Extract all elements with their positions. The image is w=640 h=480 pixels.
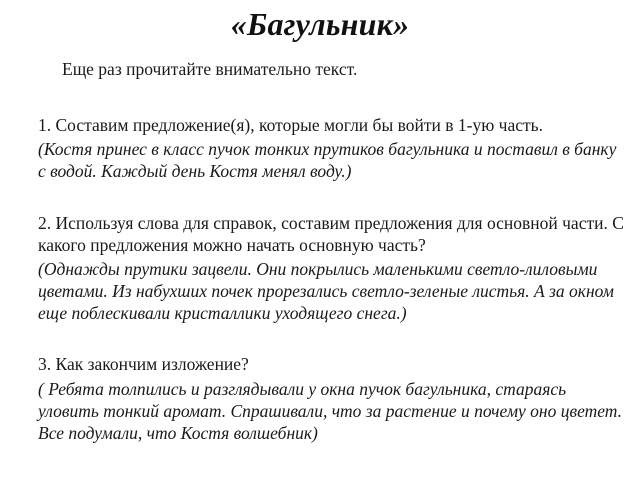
answer-3: ( Ребята толпились и разглядывали у окна пучок багульника, стараясь уловить тонкий аромат. Спрашивали, что за растение и почему оно цветет. Все подумали, что Костя волшебник) (38, 379, 623, 443)
intro-instruction: Еще раз прочитайте внимательно текст. (62, 59, 358, 79)
question-3: 3. Как закончим изложение? (38, 354, 249, 374)
answer-2: (Однажды прутики зацвели. Они покрылись маленькими светло-лиловыми цветами. Из набухших почек прорезались светло-зеленые листья. А за окном еще поблескивали кристаллики уходящего снега.) (38, 259, 614, 323)
answer-1: (Костя принес в класс пучок тонких прутиков багульника и поставил в банку с водой. Каждый день Костя менял воду.) (38, 139, 617, 181)
slide-title: «Багульник» (230, 6, 410, 42)
question-1: 1. Составим предложение(я), которые могли бы войти в 1-ую часть. (38, 115, 543, 135)
question-2: 2. Используя слова для справок, составим предложения для основной части. С какого предложения можно начать основную часть? (38, 213, 624, 255)
